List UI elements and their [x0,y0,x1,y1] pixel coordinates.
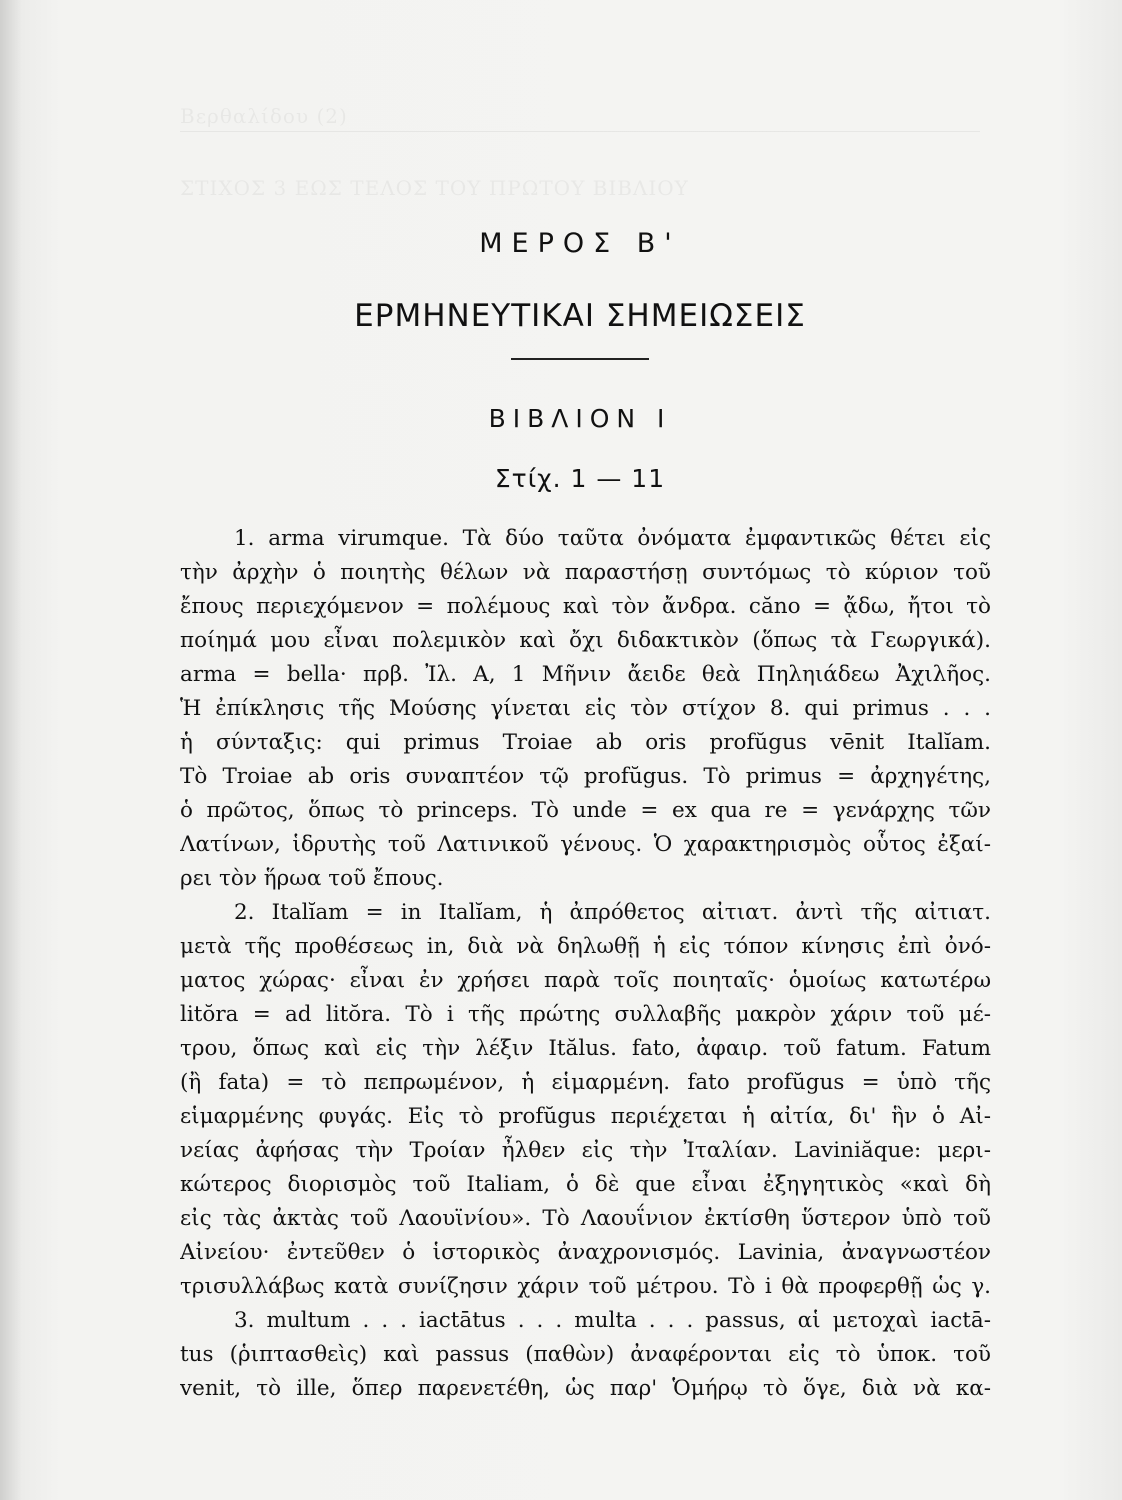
text-line: Λατίνων, ἱδρυτὴς τοῦ Λατινικοῦ γένους. Ὁ χαρακτηρισμὸς οὗτος ἐξαί- [180,832,991,857]
text-line: ἡ σύνταξις: qui primus Troiae ab oris profŭgus vēnit Italĭam. [180,730,991,755]
text-line: κώτερος διορισμὸς τοῦ Italiam, ὁ δὲ que εἶναι ἐξηγητικὸς «καὶ δὴ [180,1172,991,1197]
bleed-through-header [180,104,980,128]
text-line: ρει τὸν ἥρωα τοῦ ἔπους. [180,866,444,891]
text-line: 2. Italĭam = in Italĭam, ἡ ἀπρόθετος αἰτιατ. ἀντὶ τῆς αἰτιατ. [234,900,991,925]
text-line: litŏra = ad litŏra. Τὸ i τῆς πρώτης συλλαβῆς μακρὸν χάριν τοῦ μέ- [180,1002,991,1027]
text-line: νείας ἀφήσας τὴν Τροίαν ἦλθεν εἰς τὴν Ἰταλίαν. Laviniăque: μερι- [180,1138,991,1163]
text-line: εἰς τὰς ἀκτὰς τοῦ Λαουϊνίου». Τὸ Λαουΐνιον ἐκτίσθη ὕστερον ὑπὸ τοῦ [180,1206,991,1231]
text-line: Αἰνείου· ἐντεῦθεν ὁ ἱστορικὸς ἀναχρονισμός. Lavinia, ἀναγνωστέον [180,1240,991,1265]
text-line: τὴν ἀρχὴν ὁ ποιητὴς θέλων νὰ παραστήσῃ συντόμως τὸ κύριον τοῦ [180,560,991,585]
text-line: 1. arma virumque. Τὰ δύο ταῦτα ὀνόματα ἐμφαντικῶς θέτει εἰς [234,526,991,551]
text-line: ποίημά μου εἶναι πολεμικὸν καὶ ὄχι διδακτικὸν (ὅπως τὰ Γεωργικά). [180,628,991,653]
bleed-through-header-rule [180,131,980,132]
text-line: 3. multum . . . iactātus . . . multa . . . passus, αἱ μετοχαὶ iactā- [234,1308,991,1333]
text-line: μετὰ τῆς προθέσεως in, διὰ νὰ δηλωθῇ ἡ εἰς τόπον κίνησις ἐπὶ ὀνό- [180,934,991,959]
text-line: ὁ πρῶτος, ὅπως τὸ princeps. Τὸ unde = ex qua re = γενάρχης τῶν [180,798,991,823]
text-line: ματος χώρας· εἶναι ἐν χρήσει παρὰ τοῖς ποιηταῖς· ὁμοίως κατωτέρω [180,968,991,993]
text-line: venit, τὸ ille, ὅπερ παρενετέθη, ὡς παρ' Ὁμήρῳ τὸ ὅγε, διὰ νὰ κα- [180,1376,991,1401]
text-line: ἔπους περιεχόμενον = πολέμους καὶ τὸν ἄνδρα. căno = ᾄδω, ἤτοι τὸ [180,594,991,619]
text-line: τρισυλλάβως κατὰ συνίζησιν χάριν τοῦ μέτρου. Τὸ i θὰ προφερθῇ ὡς γ. [180,1274,991,1299]
part-title: ΜΕΡΟΣ Β' [479,228,681,259]
text-line: τρου, ὅπως καὶ εἰς τὴν λέξιν Itălus. fato, ἀφαιρ. τοῦ fatum. Fatum [180,1036,991,1061]
text-line: (ἢ fata) = τὸ πεπρωμένον, ἡ εἱμαρμένη. fato profŭgus = ὑπὸ τῆς [180,1070,991,1095]
text-line: Ἡ ἐπίκλησις τῆς Μούσης γίνεται εἰς τὸν στίχον 8. qui primus . . . [180,696,991,721]
text-line: εἱμαρμένης φυγάς. Εἰς τὸ profŭgus περιέχεται ἡ αἰτία, δι' ἣν ὁ Αἰ- [180,1104,991,1129]
text-line: Τὸ Troiae ab oris συναπτέον τῷ profŭgus. Τὸ primus = ἀρχηγέτης, [180,764,991,789]
text-line: arma = bella· πρβ. Ἰλ. Α, 1 Μῆνιν ἄειδε θεὰ Πηληιάδεω Ἀχιλῆος. [180,662,991,687]
verses-title: Στίχ. 1 — 11 [494,464,666,493]
section-title: ΕΡΜΗΝΕΥΤΙΚΑΙ ΣΗΜΕΙΩΣΕΙΣ [354,298,806,334]
bleed-through-text [180,176,980,200]
book-title: ΒΙΒΛΙΟΝ Ι [488,404,672,433]
title-divider [511,358,649,360]
text-line: tus (ῥιπτασθεὶς) καὶ passus (παθὼν) ἀναφέρονται εἰς τὸ ὑποκ. τοῦ [180,1342,991,1367]
